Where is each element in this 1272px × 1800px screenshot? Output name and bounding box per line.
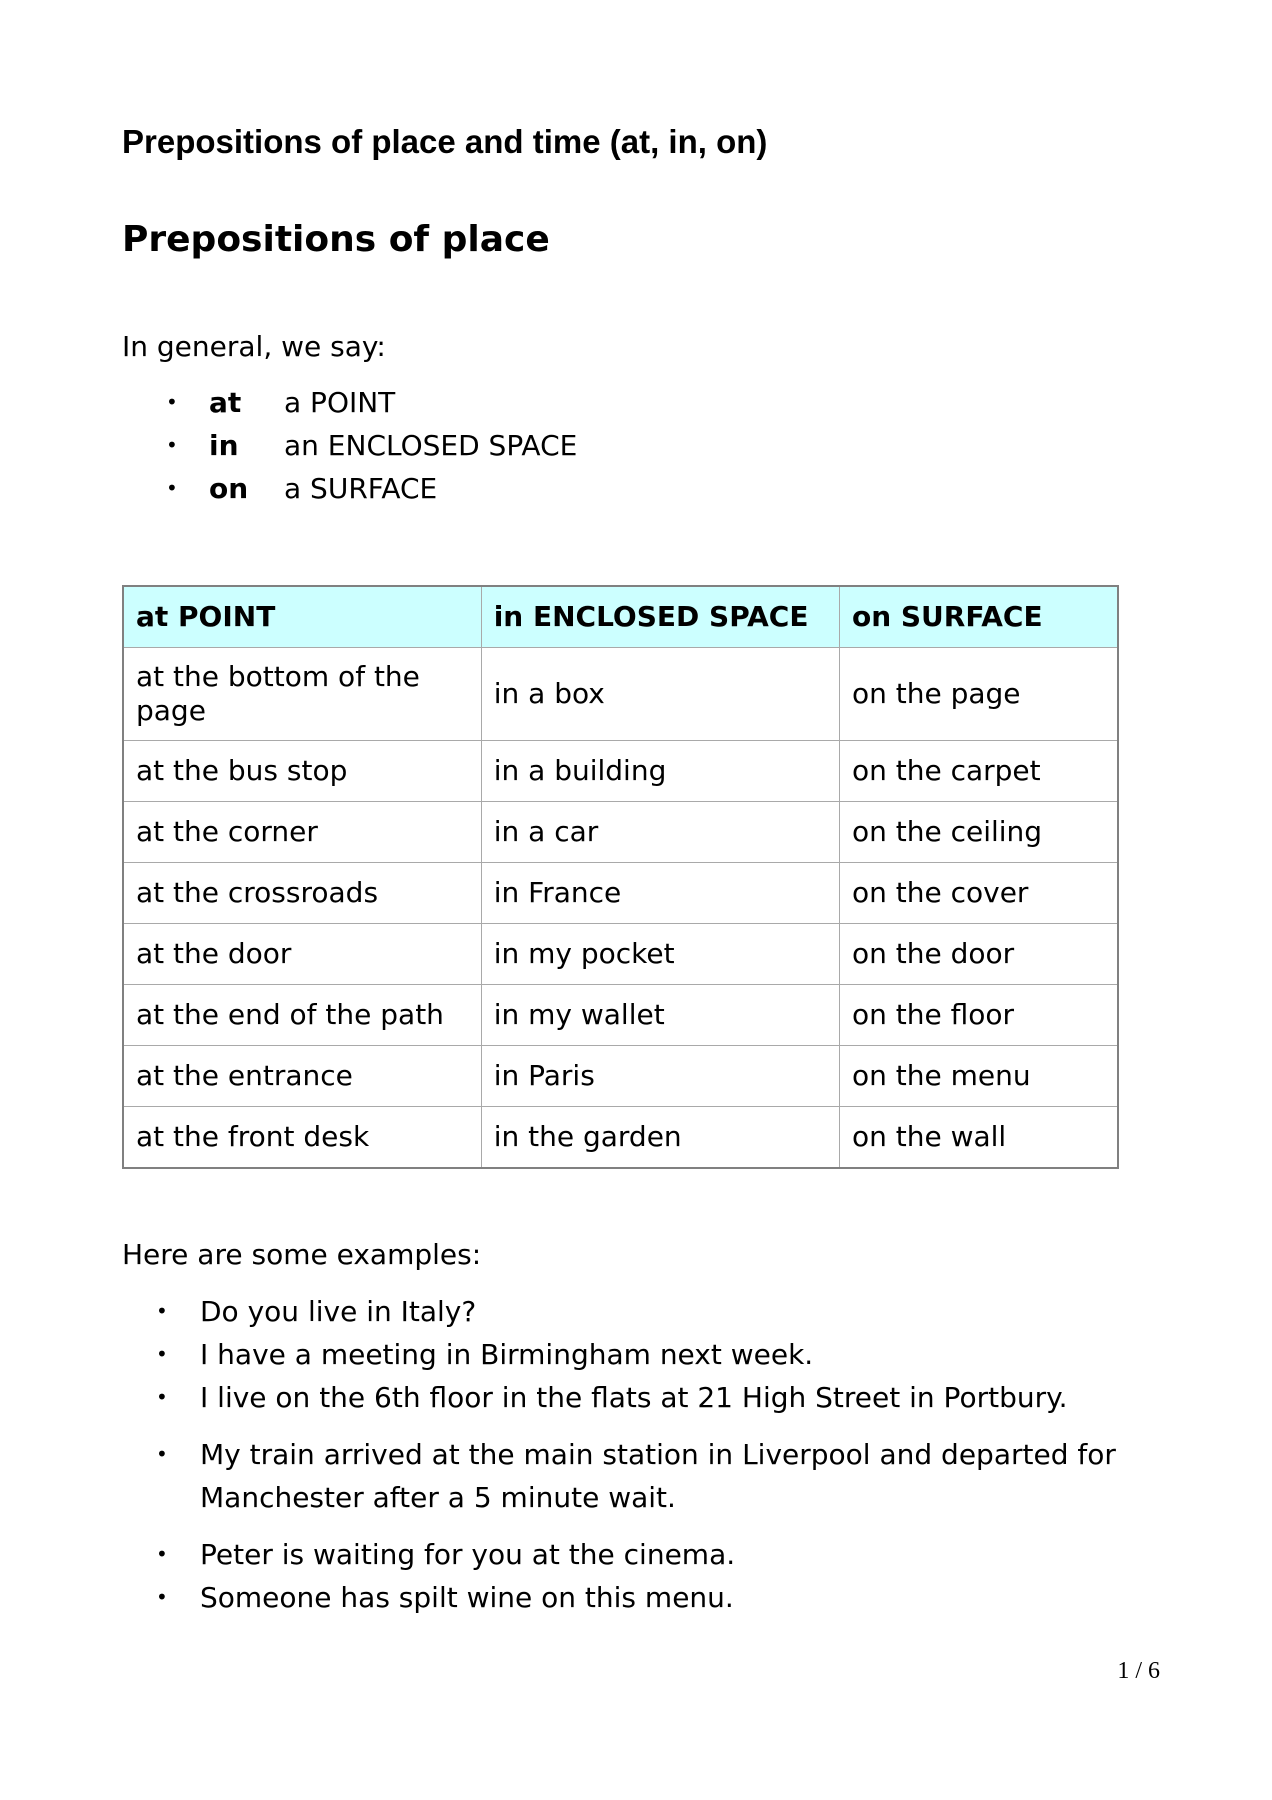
table-cell: at the door bbox=[123, 924, 481, 985]
rule-description: a SURFACE bbox=[284, 472, 438, 505]
example-text: Do you live in Italy? bbox=[200, 1295, 477, 1328]
table-cell: at the bottom of the page bbox=[123, 648, 481, 741]
table-cell: in a car bbox=[481, 802, 839, 863]
table-row bbox=[123, 1107, 1118, 1169]
table-row bbox=[123, 802, 1118, 863]
bullet-icon: • bbox=[156, 1585, 168, 1609]
table-cell: in the garden bbox=[481, 1107, 839, 1169]
example-text: My train arrived at the main station in Liverpool and departed for Manchester after a 5 minute wait. bbox=[200, 1438, 1116, 1514]
table-cell: on the carpet bbox=[839, 741, 1118, 802]
table-cell: on the menu bbox=[839, 1046, 1118, 1107]
table-row bbox=[123, 985, 1118, 1046]
table-cell: in my pocket bbox=[481, 924, 839, 985]
table-row bbox=[123, 863, 1118, 924]
examples-intro: Here are some examples: bbox=[122, 1238, 482, 1271]
example-text: Peter is waiting for you at the cinema. bbox=[200, 1538, 736, 1571]
example-item bbox=[156, 1576, 1136, 1619]
examples-list bbox=[156, 1290, 1136, 1619]
example-text: I have a meeting in Birmingham next week. bbox=[200, 1338, 814, 1371]
table-cell: on the cover bbox=[839, 863, 1118, 924]
rule-description: a POINT bbox=[284, 386, 396, 419]
intro-text: In general, we say: bbox=[122, 330, 386, 363]
table-cell: at the front desk bbox=[123, 1107, 481, 1169]
bullet-icon: • bbox=[156, 1442, 168, 1466]
bullet-icon: • bbox=[166, 433, 178, 457]
rule-preposition: in bbox=[209, 429, 239, 462]
bullet-icon: • bbox=[166, 476, 178, 500]
table-cell: on the door bbox=[839, 924, 1118, 985]
rule-preposition: at bbox=[209, 386, 242, 419]
table-header-row bbox=[123, 586, 1118, 648]
table-row bbox=[123, 741, 1118, 802]
table-cell: on the page bbox=[839, 648, 1118, 741]
table-row bbox=[123, 924, 1118, 985]
table-cell: on the floor bbox=[839, 985, 1118, 1046]
header-at-point: at POINT bbox=[123, 586, 481, 648]
example-item bbox=[156, 1376, 1136, 1419]
header-in-enclosed-space: in ENCLOSED SPACE bbox=[481, 586, 839, 648]
table-cell: at the entrance bbox=[123, 1046, 481, 1107]
table-cell: at the bus stop bbox=[123, 741, 481, 802]
example-item bbox=[156, 1333, 1136, 1376]
example-item bbox=[156, 1290, 1136, 1333]
page-title: Prepositions of place and time (at, in, on) bbox=[122, 123, 768, 160]
prepositions-table bbox=[122, 585, 1119, 1169]
table-cell: at the corner bbox=[123, 802, 481, 863]
bullet-icon: • bbox=[156, 1299, 168, 1323]
table-cell: on the wall bbox=[839, 1107, 1118, 1169]
table-cell: at the crossroads bbox=[123, 863, 481, 924]
section-title: Prepositions of place bbox=[122, 219, 550, 260]
table-cell: in France bbox=[481, 863, 839, 924]
table-row bbox=[123, 1046, 1118, 1107]
table-cell: in a box bbox=[481, 648, 839, 741]
example-item bbox=[156, 1433, 1136, 1519]
example-text: I live on the 6th floor in the flats at 21 High Street in Portbury. bbox=[200, 1381, 1068, 1414]
bullet-icon: • bbox=[156, 1542, 168, 1566]
bullet-icon: • bbox=[166, 390, 178, 414]
table-cell: in Paris bbox=[481, 1046, 839, 1107]
header-on-surface: on SURFACE bbox=[839, 586, 1118, 648]
table-cell: in my wallet bbox=[481, 985, 839, 1046]
example-text: Someone has spilt wine on this menu. bbox=[200, 1581, 734, 1614]
bullet-icon: • bbox=[156, 1342, 168, 1366]
rule-description: an ENCLOSED SPACE bbox=[284, 429, 578, 462]
page-number: 1 / 6 bbox=[1117, 1658, 1160, 1684]
table-cell: at the end of the path bbox=[123, 985, 481, 1046]
table-cell: on the ceiling bbox=[839, 802, 1118, 863]
example-item bbox=[156, 1533, 1136, 1576]
bullet-icon: • bbox=[156, 1385, 168, 1409]
table-cell: in a building bbox=[481, 741, 839, 802]
table-row bbox=[123, 648, 1118, 741]
rule-preposition: on bbox=[209, 472, 249, 505]
